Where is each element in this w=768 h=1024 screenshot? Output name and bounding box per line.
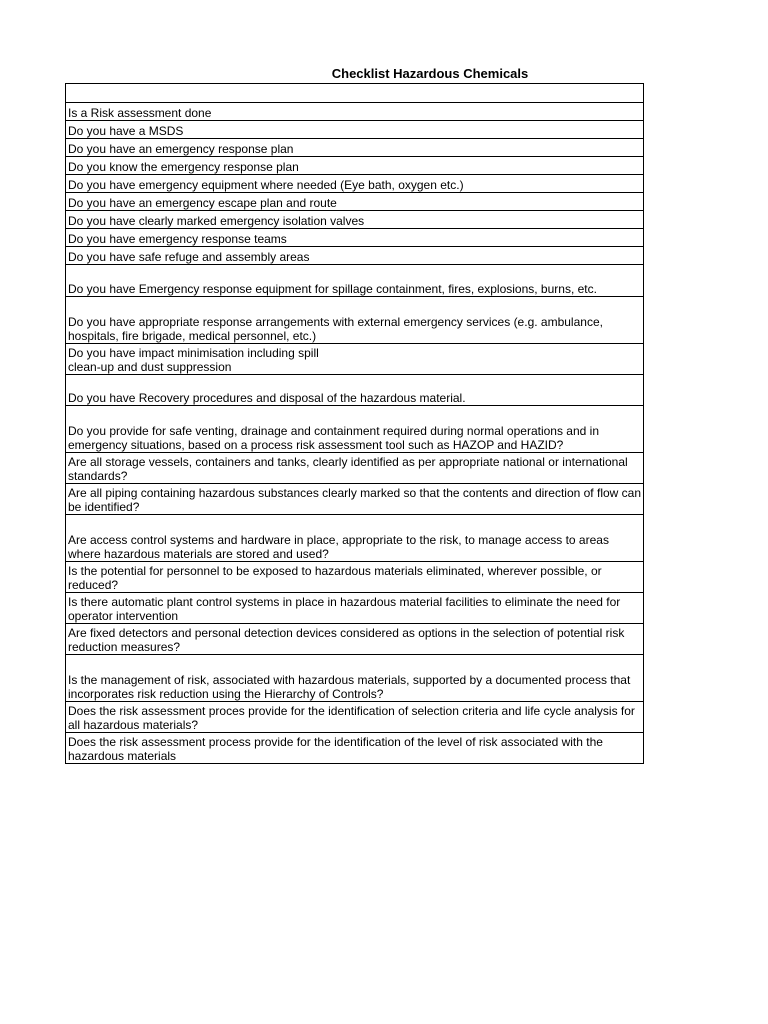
checklist-item[interactable]: Do you have appropriate response arrangements with external emergency services (e.g. ambulance, hospitals, fire brigade, medical personnel, etc.): [66, 297, 644, 344]
checklist-item[interactable]: Is the management of risk, associated with hazardous materials, supported by a documented process that incorporates risk reduction using the Hierarchy of Controls?: [66, 655, 644, 702]
checklist-item[interactable]: Do you have emergency response teams: [66, 229, 644, 247]
checklist-item[interactable]: Do you have an emergency escape plan and route: [66, 193, 644, 211]
checklist-item[interactable]: Do you have clearly marked emergency isolation valves: [66, 211, 644, 229]
table-row: [66, 265, 644, 297]
table-row: [66, 655, 644, 702]
table-row: [66, 175, 644, 193]
table-row: [66, 593, 644, 624]
table-row: [66, 229, 644, 247]
table-row: [66, 247, 644, 265]
table-row: [66, 406, 644, 453]
table-row: [66, 562, 644, 593]
header-cell[interactable]: [66, 84, 644, 103]
table-row: [66, 103, 644, 121]
checklist-item[interactable]: Do you have impact minimisation including spill clean-up and dust suppression: [66, 344, 644, 375]
table-row: [66, 193, 644, 211]
table-row: [66, 515, 644, 562]
checklist-item[interactable]: Do you provide for safe venting, drainage and containment required during normal operations and in emergency situations, based on a process risk assessment tool such as HAZOP and HAZID?: [66, 406, 644, 453]
checklist-item[interactable]: Is a Risk assessment done: [66, 103, 644, 121]
table-row: [66, 484, 644, 515]
document-title: Checklist Hazardous Chemicals: [331, 66, 529, 81]
checklist-item[interactable]: Do you know the emergency response plan: [66, 157, 644, 175]
checklist-item[interactable]: Does the risk assessment process provide for the identification of the level of risk associated with the hazardous materials: [66, 733, 644, 764]
checklist-item[interactable]: Does the risk assessment proces provide for the identification of selection criteria and life cycle analysis for all hazardous materials?: [66, 702, 644, 733]
checklist-item[interactable]: Are all piping containing hazardous substances clearly marked so that the contents and direction of flow can be identified?: [66, 484, 644, 515]
checklist-table: [65, 83, 644, 764]
table-row: [66, 157, 644, 175]
table-row: [66, 702, 644, 733]
checklist-item[interactable]: Do you have Emergency response equipment for spillage containment, fires, explosions, burns, etc.: [66, 265, 644, 297]
table-row: [66, 211, 644, 229]
table-row: [66, 453, 644, 484]
table-row: [66, 733, 644, 764]
table-row: [66, 139, 644, 157]
checklist-item[interactable]: Are all storage vessels, containers and tanks, clearly identified as per appropriate national or international standards?: [66, 453, 644, 484]
table-row: [66, 375, 644, 406]
checklist-item[interactable]: Do you have an emergency response plan: [66, 139, 644, 157]
checklist-item[interactable]: Are access control systems and hardware in place, appropriate to the risk, to manage access to areas where hazardous materials are stored and used?: [66, 515, 644, 562]
table-row: [66, 624, 644, 655]
checklist-item[interactable]: Do you have safe refuge and assembly areas: [66, 247, 644, 265]
checklist-item[interactable]: Is there automatic plant control systems in place in hazardous material facilities to eliminate the need for operator intervention: [66, 593, 644, 624]
checklist-item[interactable]: Are fixed detectors and personal detection devices considered as options in the selection of potential risk reduction measures?: [66, 624, 644, 655]
checklist-item[interactable]: Do you have emergency equipment where needed (Eye bath, oxygen etc.): [66, 175, 644, 193]
checklist-item[interactable]: Do you have a MSDS: [66, 121, 644, 139]
table-row: [66, 297, 644, 344]
table-row: [66, 344, 644, 375]
table-row: [66, 121, 644, 139]
checklist-item[interactable]: Do you have Recovery procedures and disposal of the hazardous material.: [66, 375, 644, 406]
table-header-row: [66, 84, 644, 103]
checklist-item[interactable]: Is the potential for personnel to be exposed to hazardous materials eliminated, wherever possible, or reduced?: [66, 562, 644, 593]
